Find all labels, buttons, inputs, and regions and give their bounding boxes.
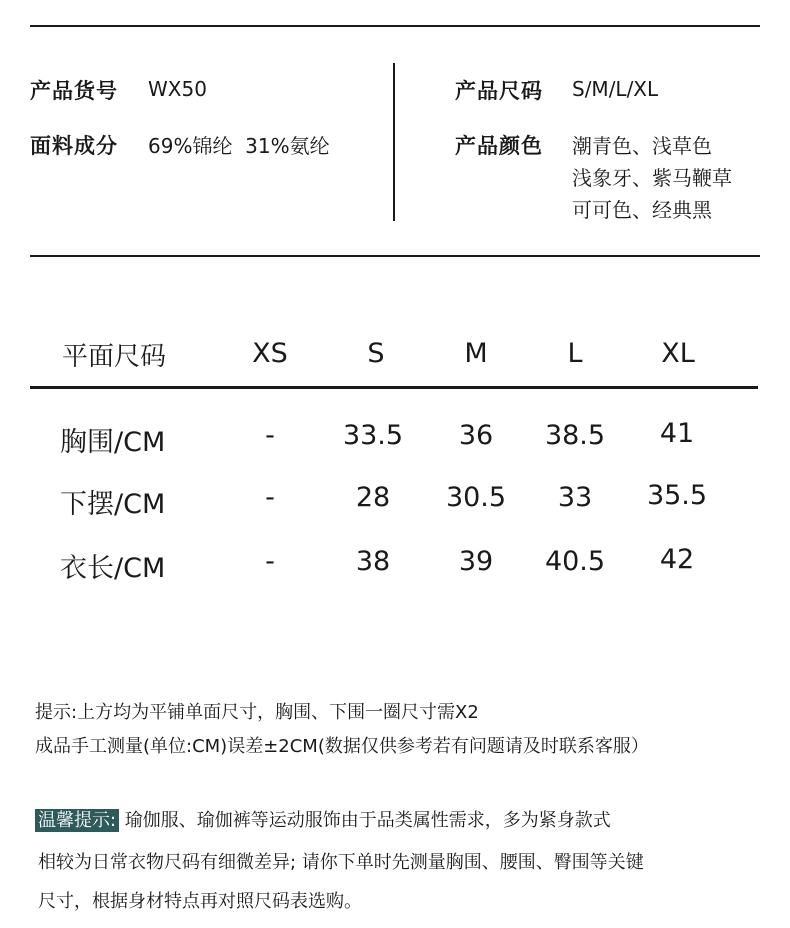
- size-header-l: L: [567, 338, 583, 369]
- table-cell: 30.5: [445, 482, 507, 513]
- warm-tip-line-2: 相较为日常衣物尺码有细微差异; 请你下单时先测量胸围、腰围、臀围等关键: [38, 852, 644, 873]
- item-no-value: WX50: [148, 77, 207, 101]
- warm-tip-line-1: [35, 806, 611, 832]
- table-cell: 42: [659, 544, 695, 575]
- table-cell: 39: [458, 546, 494, 577]
- size-table-header-divider: [30, 386, 758, 389]
- table-cell: -: [265, 420, 275, 451]
- color-line-2: 浅象牙、紫马鞭草: [572, 166, 732, 190]
- color-line-3: 可可色、经典黑: [572, 198, 712, 222]
- color-line-1: 潮青色、浅草色: [572, 134, 712, 158]
- size-header-s: S: [367, 338, 385, 369]
- item-no-label: 产品货号: [30, 79, 118, 103]
- warm-tip-text-1: 瑜伽服、瑜伽裤等运动服饰由于品类属性需求，多为紧身款式: [119, 810, 611, 831]
- table-cell: -: [265, 482, 275, 513]
- table-cell: 40.5: [544, 546, 606, 577]
- table-cell: 35.5: [646, 480, 708, 511]
- table-cell: 28: [355, 482, 391, 513]
- table-cell: 41: [659, 418, 695, 449]
- row-label-chest: 胸围/CM: [60, 427, 166, 458]
- table-cell: 36: [458, 420, 494, 451]
- warm-tip-line-3: 尺寸，根据身材特点再对照尺码表选购。: [38, 891, 362, 912]
- size-header-m: M: [464, 338, 488, 369]
- measure-note-2: 成品手工测量(单位:CM)误差±2CM(数据仅供参考若有问题请及时联系客服）: [35, 736, 649, 757]
- table-cell: -: [265, 546, 275, 577]
- size-header-xs: XS: [252, 338, 288, 369]
- row-label-length: 衣长/CM: [60, 553, 166, 584]
- table-cell: 33: [557, 482, 593, 513]
- fabric-label: 面料成分: [30, 134, 118, 158]
- info-vertical-divider: [393, 63, 395, 221]
- size-value: S/M/L/XL: [572, 77, 659, 101]
- warm-tip-badge: 温馨提示:: [35, 809, 119, 832]
- fabric-value: 69%锦纶 31%氨纶: [148, 134, 330, 158]
- size-table-corner-label: 平面尺码: [62, 342, 167, 372]
- top-divider: [30, 25, 760, 27]
- size-label: 产品尺码: [455, 79, 543, 103]
- measure-note-1: 提示:上方均为平铺单面尺寸，胸围、下围一圈尺寸需X2: [35, 702, 479, 723]
- size-header-xl: XL: [661, 338, 695, 369]
- table-cell: 38.5: [544, 420, 606, 451]
- table-cell: 38: [355, 546, 391, 577]
- row-label-hem: 下摆/CM: [60, 489, 166, 520]
- color-label: 产品颜色: [455, 134, 543, 158]
- table-cell: 33.5: [342, 420, 404, 451]
- info-bottom-divider: [30, 255, 760, 257]
